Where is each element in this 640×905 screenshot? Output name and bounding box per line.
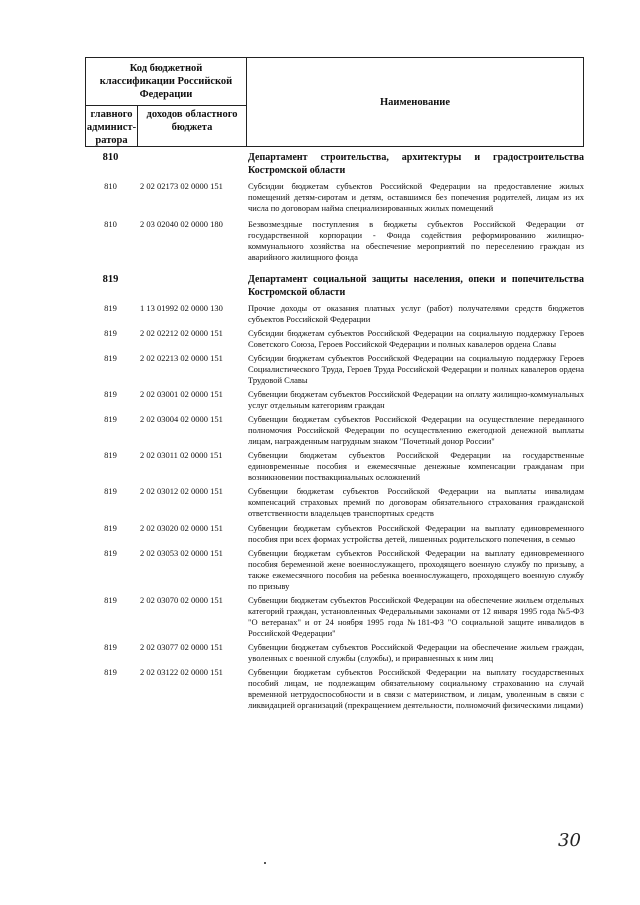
department-row (85, 273, 584, 299)
table-row (85, 389, 584, 411)
admin-code-cell: 810 (104, 219, 117, 229)
admin-code-cell: 819 (104, 328, 117, 338)
income-code-cell: 2 03 02040 02 0000 180 (140, 219, 223, 229)
table-row (85, 548, 584, 592)
income-code-cell: 2 02 03070 02 0000 151 (140, 595, 223, 605)
department-row (85, 151, 584, 177)
name-cell: Прочие доходы от оказания платных услуг (работ) получателями средств бюджетов субъектов Российской Федерации (248, 303, 584, 324)
table-row (85, 181, 584, 214)
name-cell: Субсидии бюджетам субъектов Российской Федерации на социальную поддержку Героев Социалистического Труда, Героев Труда Российской Федерации и полных кавалеров ордена Трудовой Славы (248, 353, 584, 385)
table-row (85, 414, 584, 447)
income-code-cell: 2 02 03004 02 0000 151 (140, 414, 223, 424)
admin-code-cell: 819 (104, 389, 117, 399)
name-cell: Субвенции бюджетам субъектов Российской Федерации на выплату единовременного пособия беременной жене военнослужащего, проходящего военную службу по призыву, а также ежемесячного пособия на ребенка военнослужащего, проходящего военную службу по призыву (248, 548, 584, 591)
admin-code-cell: 819 (104, 548, 117, 558)
income-code-cell: 2 02 02213 02 0000 151 (140, 353, 223, 363)
income-code-cell: 2 02 03122 02 0000 151 (140, 667, 223, 677)
name-cell: Безвозмездные поступления в бюджеты субъектов Российской Федерации от государственной корпорации - Фонда содействия реформированию жилищно-коммунального хозяйства на обеспечение мероприятий по переселению граждан из аварийного жилищного фонда (248, 219, 584, 262)
table-row (85, 642, 584, 664)
admin-code-cell: 810 (102, 152, 119, 163)
admin-code-cell: 819 (104, 353, 117, 363)
admin-code-cell: 819 (104, 450, 117, 460)
table-row (85, 667, 584, 711)
name-cell: Субвенции бюджетам субъектов Российской Федерации на обеспечение жильем отдельных категорий граждан, установленных Федеральными законами от 12 января 1995 года №5-ФЗ "О ветеранах" и от 24 ноября 1995 года №181-ФЗ "О социальной защите инвалидов в Российской Федерации" (248, 595, 584, 638)
name-cell: Субвенции бюджетам субъектов Российской Федерации на государственные единовременные пособия и ежемесячные денежные компенсации гражданам при возникновении поствакцинальных осложнений (248, 450, 584, 482)
header-admin-column: главного админист-ратора (86, 109, 137, 146)
admin-code-cell: 810 (104, 181, 117, 191)
table-row (85, 595, 584, 639)
admin-code-cell: 819 (102, 274, 119, 285)
header-income-column: доходов областного бюджета (146, 109, 238, 133)
name-cell: Субвенции бюджетам субъектов Российской Федерации на обеспечение жильем граждан, уволенных с военной службы (службы), и приравненных к ним лиц (248, 642, 584, 663)
header-divider (86, 105, 246, 106)
name-cell: Субвенции бюджетам субъектов Российской Федерации на выплаты инвалидам компенсаций страховых премий по договорам обязательного страхования гражданской ответственности владельцев транспортных средств (248, 486, 584, 518)
table-row (85, 219, 584, 263)
admin-code-cell: 819 (104, 486, 117, 496)
income-code-cell: 2 02 03020 02 0000 151 (140, 523, 223, 533)
table-row (85, 303, 584, 325)
header-code-title: Код бюджетной классификации Российской Федерации (99, 63, 233, 100)
name-cell: Субвенции бюджетам субъектов Российской Федерации на оплату жилищно-коммунальных услуг отдельным категориям граждан (248, 389, 584, 410)
name-cell: Субвенции бюджетам субъектов Российской Федерации на осуществление переданного полномочия Российской Федерации по осуществлению ежегодной денежной выплаты лицам, награжденным нагрудным знаком "Почетный донор России" (248, 414, 584, 446)
page-number: 30 (558, 830, 581, 851)
scan-mark (264, 862, 266, 864)
name-cell: Субсидии бюджетам субъектов Российской Федерации на предоставление жилых помещений детям-сиротам и детям, оставшимся без попечения родителей, лицам из их числа по договорам найма специализированных жилых помещений (248, 181, 584, 213)
income-code-cell: 2 02 02173 02 0000 151 (140, 181, 223, 191)
name-cell: Субвенции бюджетам субъектов Российской Федерации на выплату единовременного пособия при всех формах устройства детей, лишенных родительского попечения, в семью (248, 523, 584, 544)
admin-code-cell: 819 (104, 642, 117, 652)
admin-code-cell: 819 (104, 303, 117, 313)
admin-code-cell: 819 (104, 414, 117, 424)
header-name-column: Наименование (380, 97, 450, 108)
income-code-cell: 1 13 01992 02 0000 130 (140, 303, 223, 313)
name-cell: Субсидии бюджетам субъектов Российской Федерации на социальную поддержку Героев Советского Союза, Героев Российской Федерации и полных кавалеров ордена Славы (248, 328, 584, 349)
income-code-cell: 2 02 03011 02 0000 151 (140, 450, 223, 460)
table-row (85, 486, 584, 519)
name-cell: Субвенции бюджетам субъектов Российской Федерации на выплату государственных пособий лицам, не подлежащим обязательному социальному страхованию на случай временной нетрудоспособности и в связи с материнством, и лицам, уволенным в связи с ликвидацией организаций (прекращением деятельности, полномочий физическими лицами) (248, 667, 584, 710)
table-row (85, 450, 584, 483)
table-body (85, 148, 584, 711)
admin-code-cell: 819 (104, 523, 117, 533)
name-cell: Департамент строительства, архитектуры и градостроительства Костромской области (248, 152, 584, 176)
admin-code-cell: 819 (104, 667, 117, 677)
income-code-cell: 2 02 03077 02 0000 151 (140, 642, 223, 652)
income-code-cell: 2 02 03053 02 0000 151 (140, 548, 223, 558)
income-code-cell: 2 02 02212 02 0000 151 (140, 328, 223, 338)
name-cell: Департамент социальной защиты населения, опеки и попечительства Костромской области (248, 274, 584, 298)
table-row (85, 353, 584, 386)
income-code-cell: 2 02 03001 02 0000 151 (140, 389, 223, 399)
table-header (85, 57, 584, 147)
table-row (85, 523, 584, 545)
admin-code-cell: 819 (104, 595, 117, 605)
table-row (85, 328, 584, 350)
income-code-cell: 2 02 03012 02 0000 151 (140, 486, 223, 496)
